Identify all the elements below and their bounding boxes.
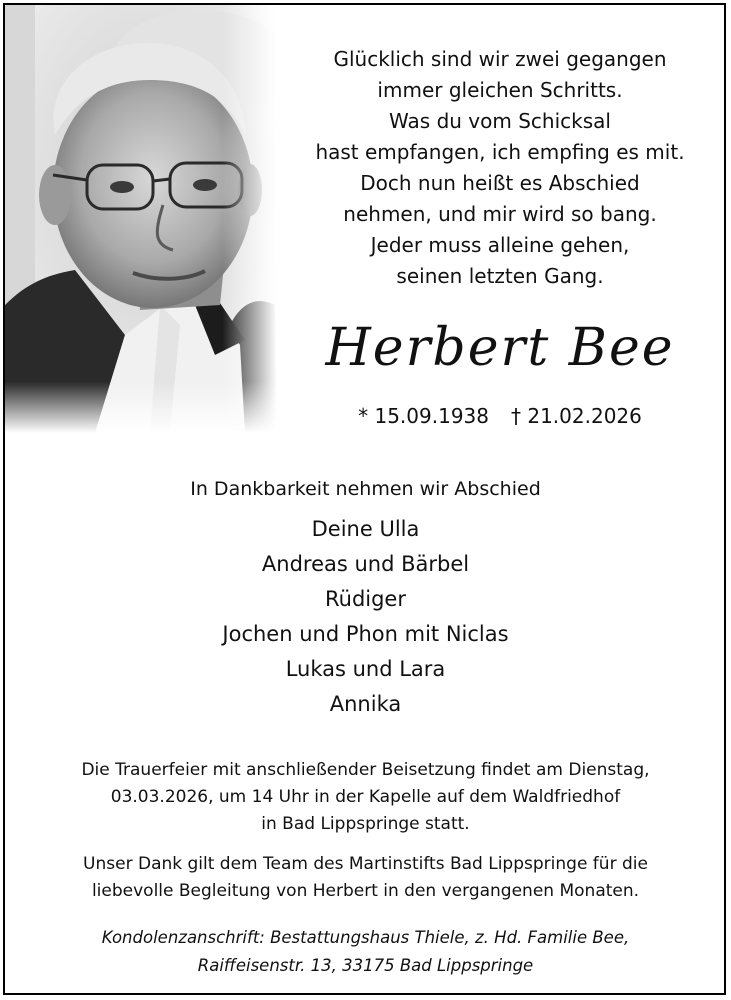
mourner-name: Deine Ulla: [311, 517, 420, 541]
ceremony-line: in Bad Lippspringe statt.: [261, 814, 470, 834]
poem-line: Glücklich sind wir zwei gegangen: [333, 47, 667, 71]
ceremony-info: [10, 757, 721, 838]
gratitude-line: Unser Dank gilt dem Team des Martinstifts Bad Lippspringe für die: [83, 854, 648, 874]
poem-line: Jeder muss alleine gehen,: [370, 233, 630, 257]
address-line: Raiffeisenstr. 13, 33175 Bad Lippspringe: [197, 956, 534, 975]
portrait-photo: [5, 5, 277, 433]
mourner-name: Rüdiger: [324, 587, 406, 611]
poem-line: Doch nun heißt es Abschied: [360, 171, 640, 195]
poem-line: nehmen, und mir wird so bang.: [343, 202, 657, 226]
address-line: Kondolenzanschrift: Bestattungshaus Thiele, z. Hd. Familie Bee,: [101, 928, 630, 947]
birth-date: * 15.09.1938: [358, 404, 489, 428]
deceased-name: Herbert Bee: [325, 318, 675, 378]
ceremony-line: Die Trauerfeier mit anschließender Beisetzung findet am Dienstag,: [81, 760, 650, 780]
mourner-name: Lukas und Lara: [285, 657, 446, 681]
gratitude-note: [10, 851, 721, 905]
ceremony-line: 03.03.2026, um 14 Uhr in der Kapelle auf dem Waldfriedhof: [110, 787, 621, 807]
poem-line: immer gleichen Schritts.: [377, 78, 623, 102]
poem-line: seinen letzten Gang.: [396, 264, 604, 288]
life-dates: [290, 404, 710, 428]
mourners-intro: In Dankbarkeit nehmen wir Abschied: [190, 478, 541, 500]
poem-line: hast empfangen, ich empfing es mit.: [315, 140, 685, 164]
mourner-name: Andreas und Bärbel: [261, 552, 470, 576]
mourner-name: Jochen und Phon mit Niclas: [222, 622, 509, 646]
mourner-name: Annika: [329, 692, 402, 716]
poem: [290, 44, 710, 292]
mourners-list: [0, 512, 731, 722]
poem-line: Was du vom Schicksal: [389, 109, 611, 133]
gratitude-line: liebevolle Begleitung von Herbert in den vergangenen Monaten.: [91, 881, 640, 901]
death-date: † 21.02.2026: [511, 404, 642, 428]
condolence-address: [10, 924, 721, 980]
